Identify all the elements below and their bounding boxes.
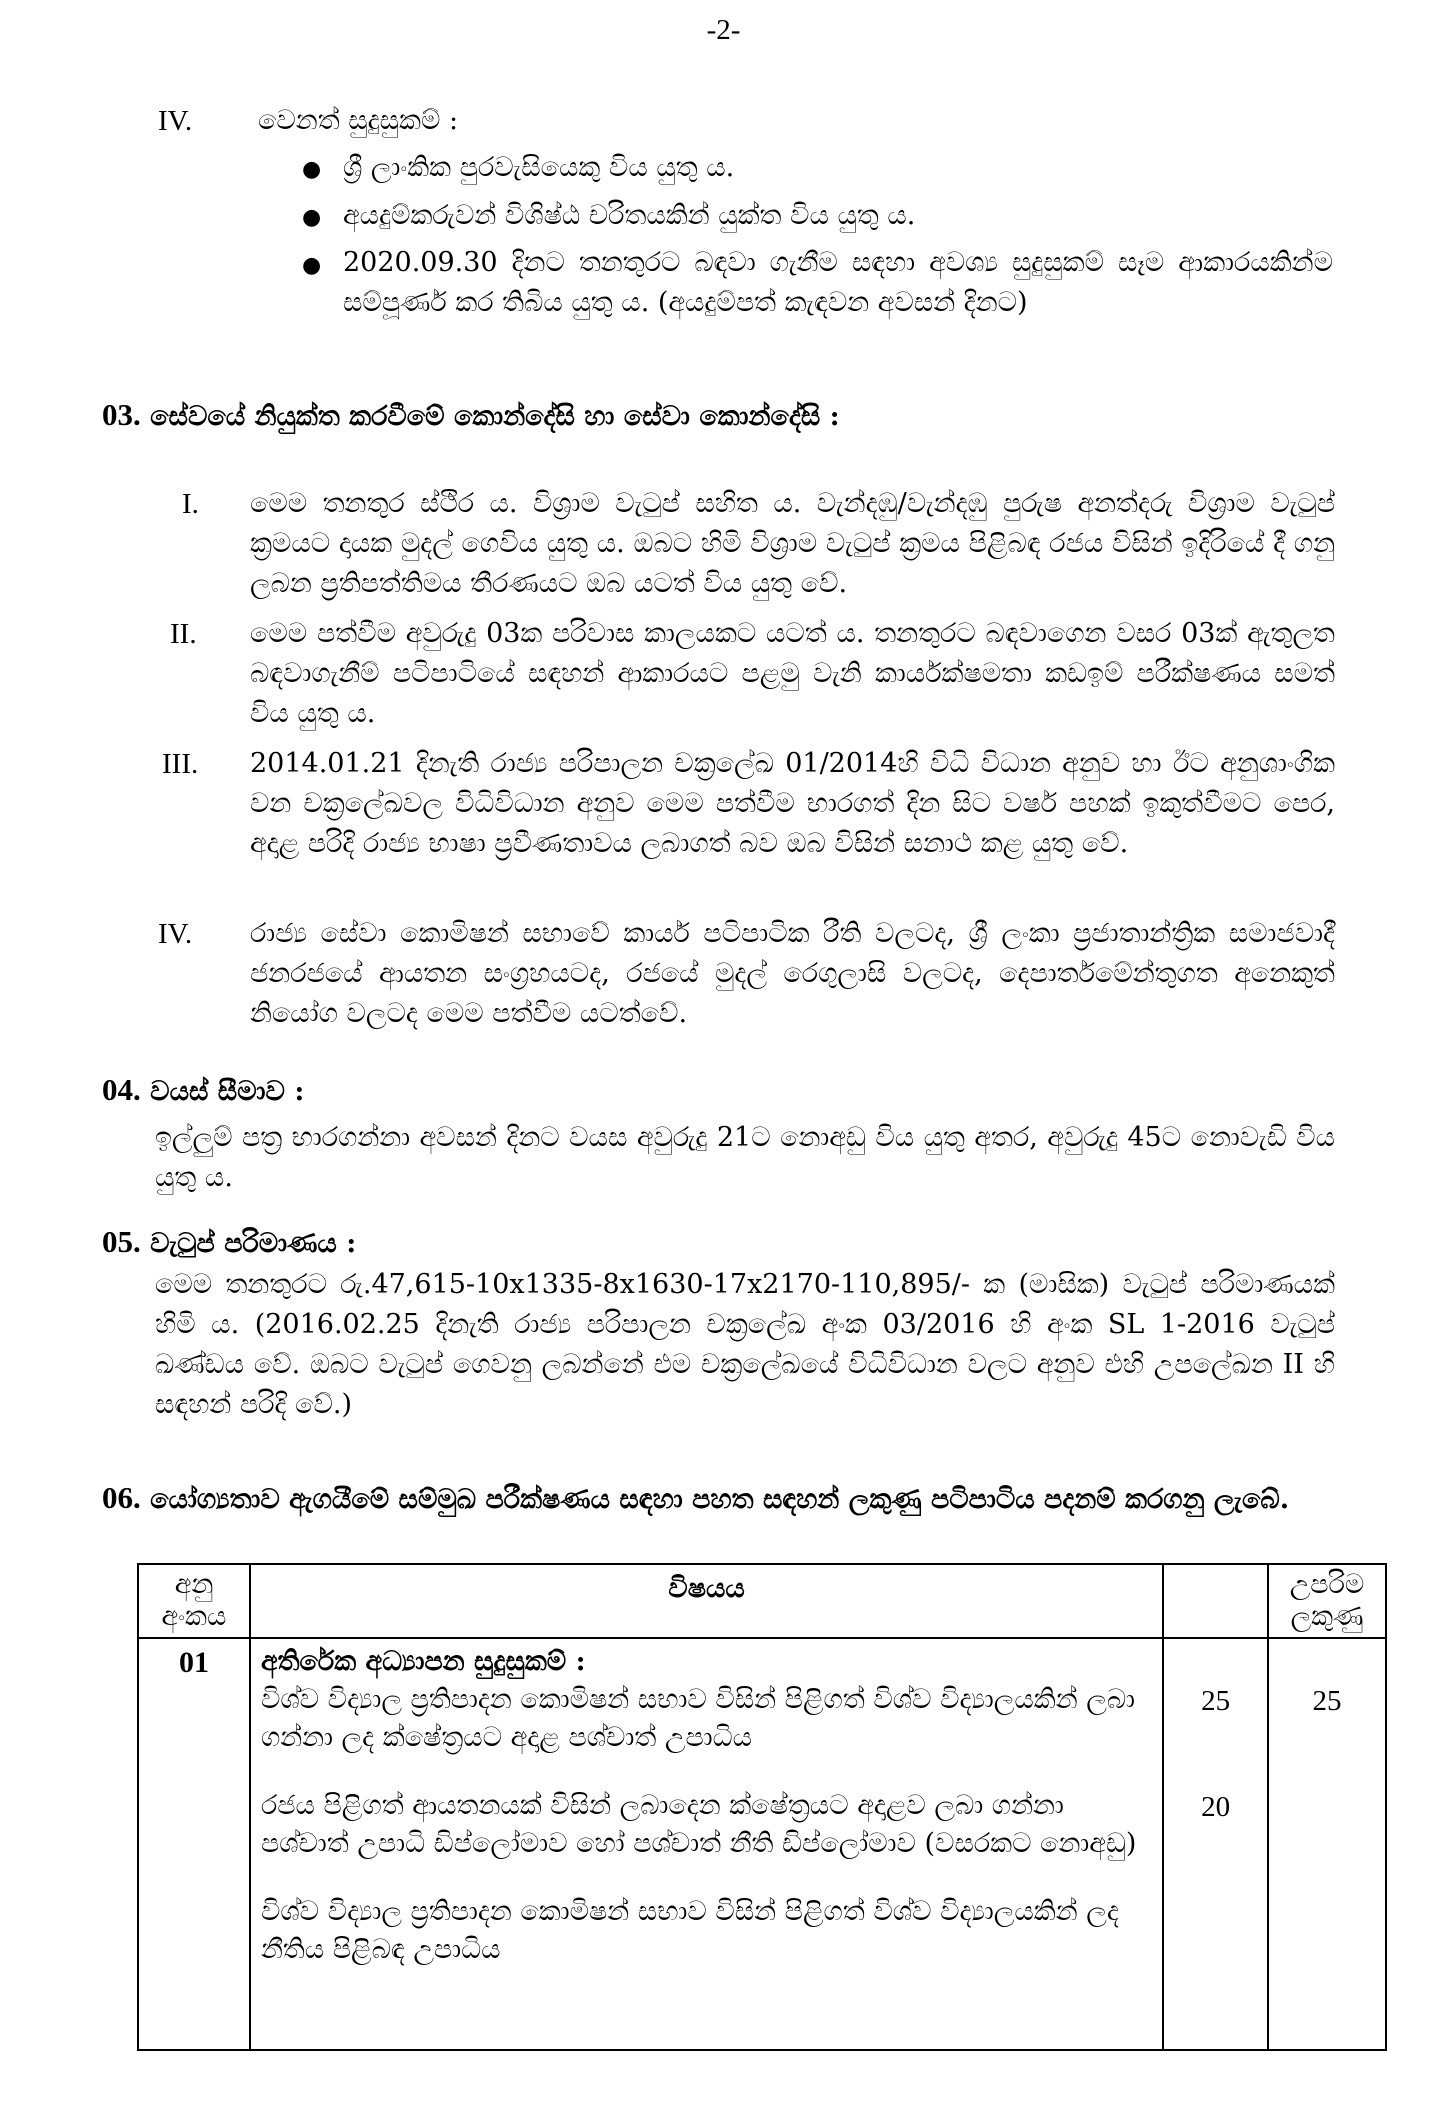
bullet-icon: ●: [302, 205, 322, 230]
row-number: 01: [138, 1638, 250, 2050]
sec-03-number: 03.: [102, 397, 141, 432]
sec-05-number: 05.: [102, 1224, 141, 1259]
row-item-2-marks: 20: [1201, 1791, 1231, 1823]
bullet-icon: ●: [302, 253, 322, 278]
sec-04-number: 04.: [102, 1072, 141, 1107]
row-item-1-marks: 25: [1201, 1685, 1231, 1717]
sec-05-heading: [102, 1222, 1332, 1264]
sec-03-item-2-number: II.: [170, 618, 197, 650]
sec-03-heading: [102, 395, 1332, 437]
row-item-1: විශ්ව විද්‍යාල ප්‍රතිපාදන කොමිෂන් සභාව විසින් පිළිගත් විශ්ව විද්‍යාලයකින් ලබා ගන්නා ලද ක්ෂේත්‍රයට අදාළ පශ්චාත් උපාධිය: [260, 1684, 1136, 1753]
sec-03-item-1-number: I.: [182, 488, 199, 520]
sec-iv-bullet-2: අයදුම්කරුවන් විශිෂ්ඨ චරිතයකින් යුක්ත විය යුතු ය.: [343, 200, 916, 231]
table-row: [138, 1638, 1386, 2050]
page-number: -2-: [706, 14, 741, 46]
sec-06-heading: [102, 1478, 1337, 1520]
sec-06-number: 06.: [102, 1480, 141, 1515]
row-marks: [1163, 1638, 1268, 2050]
bullet-icon: ●: [302, 157, 322, 182]
row-item-3: විශ්ව විද්‍යාල ප්‍රතිපාදන කොමිෂන් සභාව විසින් පිළිගත් විශ්ව විද්‍යාලයකින් ලද නීතිය පිළිබඳ උපාධිය: [260, 1896, 1119, 1965]
sec-03-title: සේවයේ නියුක්ත කරවීමේ කොන්දේසි හා සේවා කොන්දේසි :: [150, 401, 840, 432]
row-item-2: රජය පිළිගත් ආයතනයක් විසින් ලබාදෙන ක්ෂේත්‍රයට අදාළව ලබා ගන්නා පශ්චාත් උපාධි ඩිප්ලෝමාව හෝ පශ්චාත් නීති ඩිප්ලෝමාව (වසරකට නොඅඩු): [260, 1790, 1137, 1859]
table-header-row: [138, 1564, 1386, 1638]
sec-iv-bullet-1: ශ්‍රී ලාංකික පුරවැසියෙකු විය යුතු ය.: [343, 152, 735, 183]
header-max-marks: උපරිම ලකුණු: [1268, 1564, 1386, 1638]
sec-04-heading: [102, 1070, 1332, 1112]
header-marks: [1163, 1564, 1268, 1638]
marks-table: [137, 1563, 1387, 2051]
sec-05-title: වැටුප් පරිමාණය :: [150, 1228, 357, 1259]
sec-03-item-3-text: 2014.01.21 දිනැති රාජ්‍ය පරිපාලන චක්‍රලේඛ 01/2014හි විධි විධාන අනුව හා ඊට අනුශාංගික වන චක්‍රලේඛවල විධිවිධාන අනුව මෙම පත්වීම භාරගත් දින සිට වර්ෂ පහක් ඉකුත්වීමට පෙර, අදාළ පරිදි රාජ්‍ය භාෂා ප්‍රවීණතාවය ලබාගත් බව ඔබ විසින් සනාථ කළ යුතු වේ.: [250, 748, 1335, 859]
sec-iv-bullet-3: 2020.09.30 දිනට තනතුරට බඳවා ගැනීම සඳහා අවශ්‍ය සුදුසුකම් සෑම ආකාරයකින්ම සම්පූර්ණ කර තිබිය යුතු ය. (අයදුම්පත් කැඳවන අවසන් දිනට): [343, 247, 1333, 318]
sec-05-text: මෙම තනතුරට රු.47,615-10x1335-8x1630-17x2170-110,895/- ක (මාසික) වැටුප් පරිමාණයක් හිමි ය. (2016.02.25 දිනැති රාජ්‍ය පරිපාලන චක්‍රලේඛ අංක 03/2016 හි අංක SL 1-2016 වැටුප් ඛණ්ඩය වේ. ඔබට වැටුප් ගෙවනු ලබන්නේ එම චක්‍රලේඛයේ විධිවිධාන වලට අනුව එහි උපලේඛන II හි සඳහන් පරිදි වේ.): [155, 1269, 1335, 1420]
row-subject: [250, 1638, 1163, 2050]
sec-iv-title: වෙනත් සුදුසුකම් :: [258, 105, 459, 136]
sec-06-title: යෝග්‍යතාව ඇගයීමේ සම්මුඛ පරීක්ෂණය සඳහා පහත සඳහන් ලකුණු පටිපාටිය පදනම් කරගනු ලැබේ.: [150, 1484, 1290, 1515]
sec-03-item-1-text: මෙම තනතුර ස්ථිර ය. විශ්‍රාම වැටුප් සහිත ය. වැන්දඹු/වැන්දඹු පුරුෂ අනත්දරු විශ්‍රාම වැටුප් ක්‍රමයට දායක මුදල් ගෙවිය යුතු ය. ඔබට හිමි විශ්‍රාම වැටුප් ක්‍රමය පිළිබඳ රජය විසින් ඉදිරියේ දී ගනු ලබන ප්‍රතිපත්තිමය තීරණයට ඔබ යටත් විය යුතු වේ.: [250, 488, 1335, 599]
row-max-marks: 25: [1268, 1638, 1386, 2050]
sec-03-item-3-number: III.: [162, 748, 199, 780]
sec-03-item-4-number: IV.: [158, 918, 193, 950]
sec-03-item-2-text: මෙම පත්වීම අවුරුදු 03ක පරිවාස කාලයකට යටත් ය. තනතුරට බඳවාගෙන වසර 03ක් ඇතුලත බඳවාගැනීම් පටිපාටියේ සඳහන් ආකාරයට පළමු වැනි කාර්යක්ෂමතා කඩඉම් පරීක්ෂණය සමත් විය යුතු ය.: [250, 618, 1335, 729]
sec-03-item-4-text: රාජ්‍ය සේවා කොමිෂන් සභාවේ කාර්ය පටිපාටික රීති වලටද, ශ්‍රී ලංකා ප්‍රජාතාන්ත්‍රික සමාජවාදී ජනරජයේ ආයතන සංග්‍රහයටද, රජයේ මුදල් රෙගුලාසි වලටද, දෙපාර්තමේන්තුගත අනෙකුත් නියෝග වලටද මෙම පත්වීම යටත්වේ.: [250, 918, 1335, 1029]
header-subject: විෂයය: [250, 1564, 1163, 1638]
row-heading: අතිරේක අධ්‍යාපන සුදුසුකම් :: [260, 1646, 586, 1677]
header-number: අනු අංකය: [138, 1564, 250, 1638]
sec-iv-number: IV.: [158, 105, 193, 137]
sec-04-title: වයස් සීමාව :: [150, 1076, 305, 1107]
sec-04-text: ඉල්ලුම් පත්‍ර භාරගන්නා අවසන් දිනට වයස අවුරුදු 21ට නොඅඩු විය යුතු අතර, අවුරුදු 45ට නොවැඩි විය යුතු ය.: [155, 1122, 1335, 1193]
